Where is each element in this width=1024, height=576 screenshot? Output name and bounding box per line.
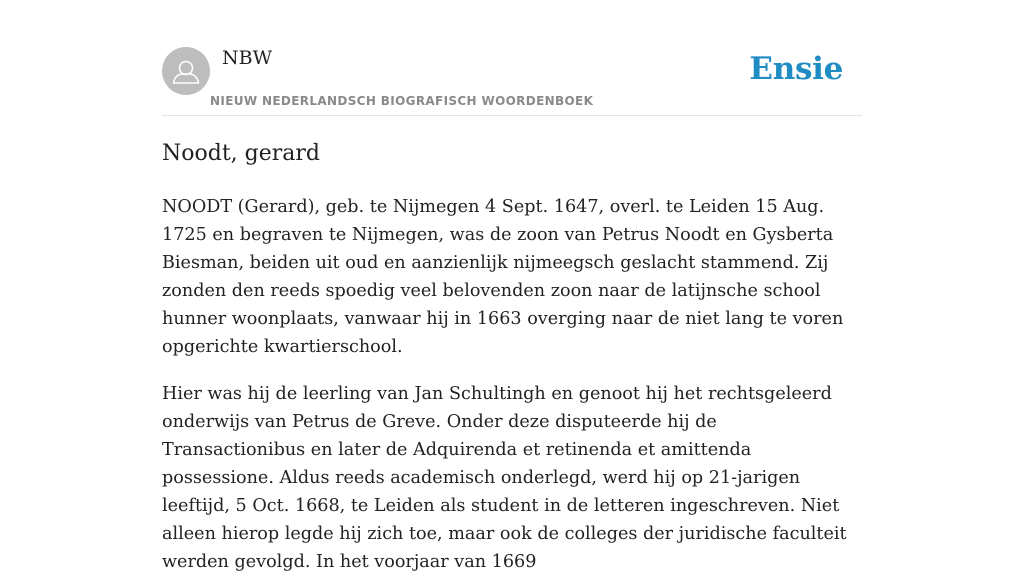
page-title: Noodt, gerard	[162, 141, 320, 166]
article	[162, 138, 862, 576]
article-paragraph: NOODT (Gerard), geb. te Nijmegen 4 Sept. 1647, overl. te Leiden 15 Aug. 1725 en begraven te Nijmegen, was de zoon van Petrus Noodt en Gysberta Biesman, beiden uit oud en aanzienlijk nijmeegsch geslacht stammend. Zij zonden den reeds spoedig veel belovenden zoon naar de latijnsche school hunner woonplaats, vanwaar hij in 1663 overging naar de niet lang te voren opgerichte kwartierschool.	[162, 197, 844, 357]
source-header	[162, 0, 862, 116]
brand-logo[interactable]: Ensie	[749, 51, 843, 87]
source-full-name[interactable]: NIEUW NEDERLANDSCH BIOGRAFISCH WOORDENBOEK	[210, 94, 594, 108]
article-paragraph: Hier was hij de leerling van Jan Schultingh en genoot hij het rechtsgeleerd onderwijs van Petrus de Greve. Onder deze disputeerde hij de Transactionibus en later de Adquirenda et retinenda et amittenda possessione. Aldus reeds academisch onderlegd, werd hij op 21-jarigen leeftijd, 5 Oct. 1668, te Leiden als student in de letteren ingeschreven. Niet alleen hierop legde hij zich toe, maar ook de colleges der juridische faculteit werden gevolgd. In het voorjaar van 1669	[162, 384, 847, 572]
user-icon	[162, 47, 210, 95]
source-name[interactable]: NBW	[222, 47, 273, 69]
